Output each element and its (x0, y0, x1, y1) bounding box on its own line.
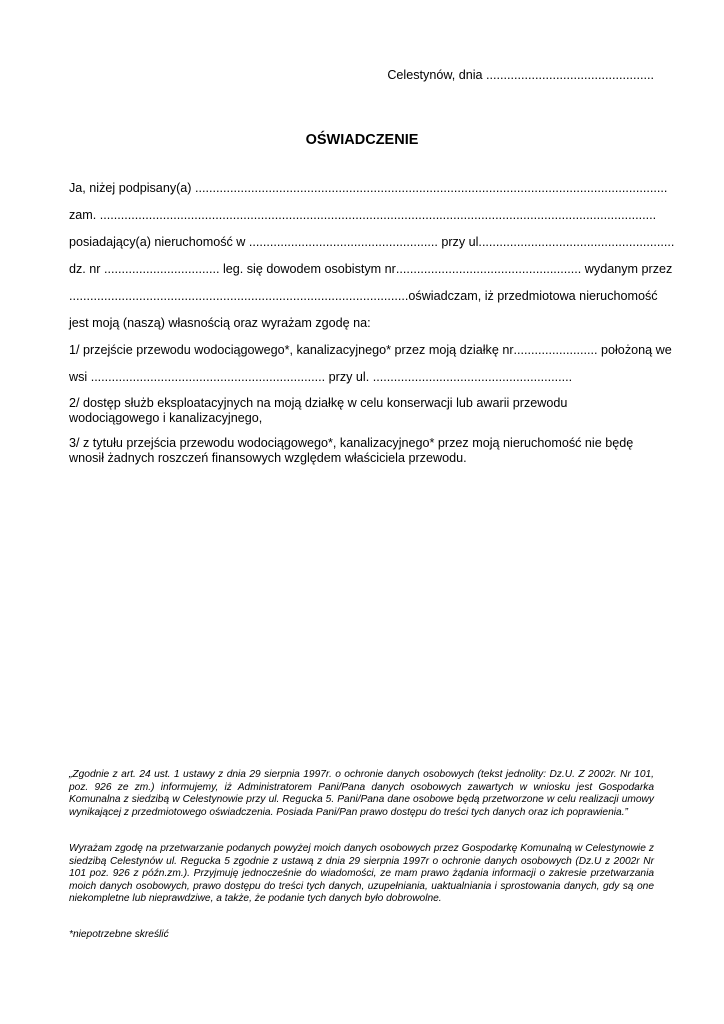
declaration-line (69, 289, 658, 304)
consent-clause: Wyrażam zgodę na przetwarzanie podanych powyżej moich danych osobowych przez Gospodarkę Komunalną w Celestynowie z siedzibą Celestynów ul. Regucka 5 zgodnie z ustawą z dnia 29 sierpnia 1997r o ochronie danych osobowych (Dz.U z 2002r Nr 101 poz. 926 z późn.zm.). Przyjmuję jednocześnie do wiadomości, ze mam prawo żądania informacji o zakresie przetwarzania moich danych osobowych, prawo dostępu do treści tych danych, uzupełniania, uaktualniania i sprostowania danych, gdy są one niekompletne lub nieprawdziwe, a także, że podanie tych danych było dobrowolne. (69, 843, 654, 904)
item-2-paragraph: 2/ dostęp służb eksploatacyjnych na moją działkę w celu konserwacji lub awarii przewodu wodociągowego i kanalizacyjnego, (69, 396, 568, 425)
plot-id-text: dz. nr ................................. leg. się dowodem osobistym nr (69, 262, 396, 276)
data-protection-notice: „Zgodnie z art. 24 ust. 1 ustawy z dnia 29 sierpnia 1997r. o ochronie danych osobowych (tekst jednolity: Dz.U. Z 2002r. Nr 101, poz. 926 ze zm.) informujemy, iż Administratorem Pani/Pana danych osobowych zawartych w wniosku jest Gospodarka Komunalna z siedzibą w Celestynowie przy ul. Regucka 5. Pani/Pana dane osobowe będą przetworzone w celu realizacji umowy wynikającej z przedmiotowego oświadczenia. Posiada Pani/Pan prawo dostępu do treści tych danych oraz ich poprawienia.” (69, 769, 654, 818)
property-location-line (69, 235, 675, 250)
declaration-text: oświadczam, iż przedmiotowa nieruchomość (408, 289, 658, 303)
document-title: OŚWIADCZENIE (305, 132, 419, 148)
place-date-line: Celestynów, dnia ................................................ (387, 68, 654, 82)
address-line: zam. ............................................................................................................................................................... (69, 208, 657, 222)
village-street-line: wsi ................................................................... przy ul. ......................................................... (69, 370, 573, 384)
strike-out-note: *niepotrzebne skreślić (69, 929, 169, 940)
signatory-name-line: Ja, niżej podpisany(a) ....................................................................................................................................... (69, 181, 668, 195)
issuer-dots: ................................................................................................. (69, 289, 409, 303)
ownership-line: jest moją (naszą) własnością oraz wyrażam zgodę na: (69, 316, 371, 330)
street-dots: ....................................................... (481, 235, 675, 249)
item-1-location: ........................ położoną we (513, 343, 672, 357)
item-1-text: 1/ przejście przewodu wodociągowego*, kanalizacyjnego* przez moją działkę nr (69, 343, 514, 357)
item-3-paragraph: 3/ z tytułu przejścia przewodu wodociągowego*, kanalizacyjnego* przez moją nieruchomość nie będę wnosił żadnych roszczeń finansowych względem właściciela przewodu. (69, 436, 634, 465)
issued-by-text: ..................................................... wydanym przez (395, 262, 673, 276)
property-location-text: posiadający(a) nieruchomość w ...................................................... przy ul. (69, 235, 482, 249)
plot-id-line (69, 262, 673, 277)
item-1-line (69, 343, 672, 358)
